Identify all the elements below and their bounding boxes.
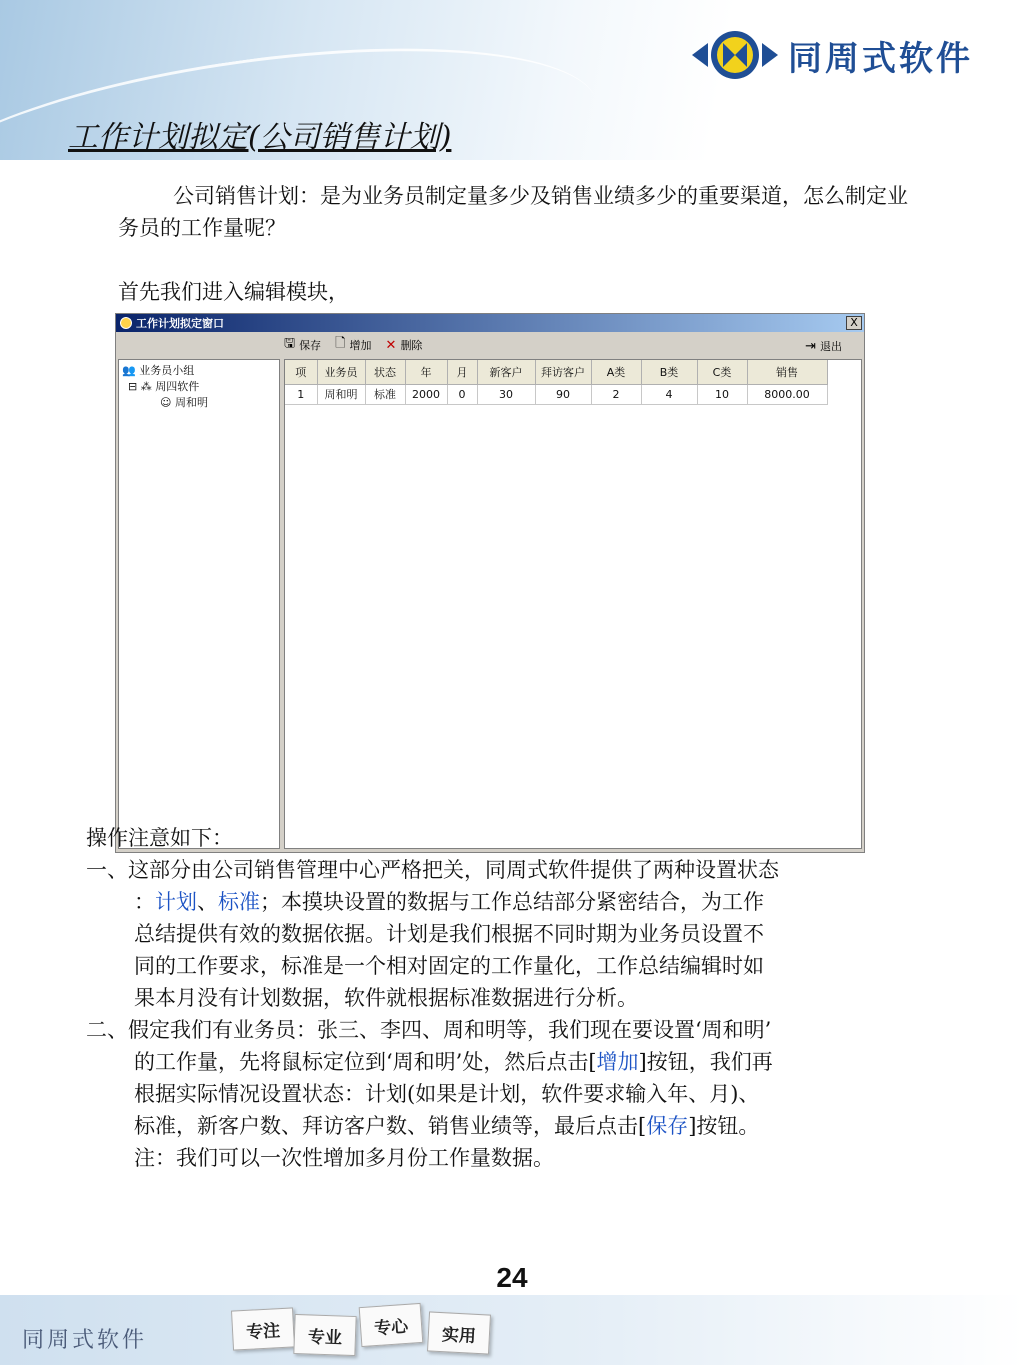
salesperson-tree bbox=[118, 359, 280, 849]
keyword-save: 保存 bbox=[646, 1114, 689, 1138]
intro-paragraph: 公司销售计划：是为业务员制定量多少及销售业绩多少的重要渠道，怎么制定业务员的工作量呢？ bbox=[118, 184, 908, 240]
delete-x-icon: ✕ bbox=[385, 337, 397, 353]
table-cell[interactable]: 30 bbox=[477, 384, 535, 404]
notes-title: 操作注意如下： bbox=[86, 826, 233, 850]
company-logo bbox=[690, 25, 1000, 85]
window-app-icon bbox=[120, 317, 132, 329]
expand-icon[interactable]: ⊟ bbox=[128, 380, 138, 393]
logo-text: 同周式软件 bbox=[788, 38, 973, 79]
exit-door-icon: ⇥ bbox=[805, 338, 816, 354]
tree-node-member[interactable]: ☺ 周和明 bbox=[160, 396, 208, 409]
keyword-add: 增加 bbox=[596, 1050, 639, 1074]
column-header[interactable]: 月 bbox=[447, 360, 477, 384]
note-1-line-5: 果本月没有计划数据，软件就根据标准数据进行分析。 bbox=[134, 986, 638, 1010]
page-number: 24 bbox=[496, 1262, 528, 1293]
page-title: 工作计划拟定(公司销售计划) bbox=[68, 120, 452, 155]
save-icon: 🖫 bbox=[284, 336, 296, 351]
note-1-line-3: 总结提供有效的数据依据。计划是我们根据不同时期为业务员设置不 bbox=[134, 922, 764, 946]
note-2-line-5: 注：我们可以一次性增加多月份工作量数据。 bbox=[134, 1146, 554, 1170]
tree-node-root[interactable]: 👥 业务员小组 bbox=[122, 364, 195, 377]
table-cell[interactable]: 1 bbox=[285, 384, 317, 404]
footer-card-1: 专注 bbox=[231, 1307, 295, 1350]
tree-node-group[interactable]: ⊟ ⁂ 周四软件 bbox=[128, 380, 200, 393]
footer-brand: 同周式软件 bbox=[22, 1328, 148, 1353]
table-cell[interactable]: 90 bbox=[535, 384, 591, 404]
column-header[interactable]: 状态 bbox=[365, 360, 405, 384]
note-2-line-4: 标准，新客户数、拜访客户数、销售业绩等，最后点击[保存]按钮。 bbox=[134, 1114, 760, 1138]
footer-card-4: 实用 bbox=[427, 1311, 491, 1354]
column-header[interactable]: 项 bbox=[285, 360, 317, 384]
column-header[interactable]: 年 bbox=[405, 360, 447, 384]
footer-card-3: 专心 bbox=[359, 1303, 424, 1347]
save-button[interactable]: 🖫 保存 bbox=[284, 334, 321, 356]
person-icon: ☺ bbox=[160, 396, 172, 409]
column-header[interactable]: 拜访客户 bbox=[535, 360, 591, 384]
table-cell[interactable]: 8000.00 bbox=[747, 384, 827, 404]
note-1-line-1: 一、这部分由公司销售管理中心严格把关，同周式软件提供了两种设置状态 bbox=[86, 858, 779, 882]
column-header[interactable]: A类 bbox=[591, 360, 641, 384]
window-titlebar bbox=[116, 314, 864, 332]
plan-table bbox=[284, 359, 862, 849]
column-header[interactable]: 销售 bbox=[747, 360, 827, 384]
note-2-line-3: 根据实际情况设置状态：计划(如果是计划，软件要求输入年、月)、 bbox=[134, 1082, 760, 1106]
footer-card-2: 专业 bbox=[293, 1314, 356, 1356]
table-cell[interactable]: 10 bbox=[697, 384, 747, 404]
new-document-icon: 🗋 bbox=[335, 336, 346, 351]
footer-banner bbox=[0, 1295, 1024, 1365]
close-button[interactable]: X bbox=[846, 316, 862, 330]
note-2-line-2: 的工作量，先将鼠标定位到‘周和明’处，然后点击[增加]按钮，我们再 bbox=[134, 1050, 773, 1074]
table-cell[interactable]: 2000 bbox=[405, 384, 447, 404]
delete-button[interactable]: ✕ 删除 bbox=[385, 337, 423, 353]
add-button[interactable]: 🗋 增加 bbox=[335, 334, 371, 356]
column-header[interactable]: B类 bbox=[641, 360, 697, 384]
group-icon: 👥 bbox=[122, 364, 136, 377]
column-header[interactable]: 新客户 bbox=[477, 360, 535, 384]
notes-section bbox=[86, 822, 956, 1174]
window-toolbar bbox=[284, 334, 864, 356]
exit-button[interactable]: ⇥ 退出 bbox=[805, 338, 842, 354]
keyword-plan: 计划 bbox=[155, 890, 197, 914]
note-1-line-4: 同的工作要求，标准是一个相对固定的工作量化，工作总结编辑时如 bbox=[134, 954, 764, 978]
keyword-standard: 标准 bbox=[218, 890, 260, 914]
column-header[interactable]: 业务员 bbox=[317, 360, 365, 384]
table-cell[interactable]: 周和明 bbox=[317, 384, 365, 404]
plan-window bbox=[115, 313, 865, 853]
note-1-line-2: ：计划、标准；本摸块设置的数据与工作总结部分紧密结合，为工作 bbox=[134, 890, 764, 914]
note-2-line-1: 二、假定我们有业务员：张三、李四、周和明等，我们现在要设置‘周和明’ bbox=[86, 1018, 772, 1042]
intro-paragraph-2: 首先我们进入编辑模块， bbox=[118, 280, 349, 304]
table-cell[interactable]: 标准 bbox=[365, 384, 405, 404]
team-icon: ⁂ bbox=[140, 380, 152, 393]
table-row[interactable] bbox=[285, 384, 827, 404]
window-title: 工作计划拟定窗口 bbox=[136, 317, 224, 330]
table-cell[interactable]: 4 bbox=[641, 384, 697, 404]
column-header[interactable]: C类 bbox=[697, 360, 747, 384]
table-header-row bbox=[285, 360, 827, 384]
table-cell[interactable]: 2 bbox=[591, 384, 641, 404]
logo-emblem-icon bbox=[690, 27, 780, 83]
table-cell[interactable]: 0 bbox=[447, 384, 477, 404]
